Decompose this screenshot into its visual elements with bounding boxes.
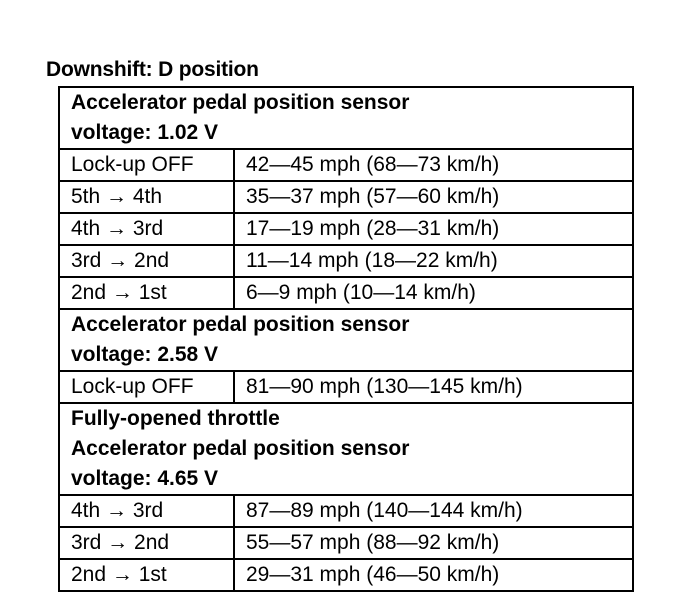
table-row: [59, 495, 633, 527]
section-heading-row: [59, 87, 633, 149]
section-heading-row: [59, 403, 633, 495]
speed-cell: 81—90 mph (130—145 km/h): [234, 371, 633, 403]
section-heading-row: [59, 309, 633, 371]
table-row: [59, 277, 633, 309]
page-title: Downshift: D position: [46, 58, 259, 81]
section-heading-line: voltage: 4.65 V: [71, 467, 219, 490]
table-row: [59, 371, 633, 403]
section-heading-line: Accelerator pedal position sensor: [71, 91, 410, 114]
speed-cell: 87—89 mph (140—144 km/h): [234, 495, 633, 527]
table-row: [59, 559, 633, 591]
table-row: [59, 181, 633, 213]
shift-cell: Lock-up OFF: [59, 371, 234, 403]
speed-cell: 11—14 mph (18—22 km/h): [234, 245, 633, 277]
shift-cell: Lock-up OFF: [59, 149, 234, 181]
section-heading-line: voltage: 2.58 V: [71, 343, 219, 366]
table-row: [59, 213, 633, 245]
speed-cell: 35—37 mph (57—60 km/h): [234, 181, 633, 213]
shift-cell: 2nd → 1st: [59, 277, 234, 309]
section-heading: [59, 403, 633, 495]
section-heading-line: voltage: 1.02 V: [71, 121, 219, 144]
speed-cell: 17—19 mph (28—31 km/h): [234, 213, 633, 245]
section-heading-line: Accelerator pedal position sensor: [71, 313, 410, 336]
section-heading: [59, 87, 633, 149]
shift-cell: 5th → 4th: [59, 181, 234, 213]
shift-cell: 3rd → 2nd: [59, 527, 234, 559]
shift-cell: 4th → 3rd: [59, 213, 234, 245]
speed-cell: 29—31 mph (46—50 km/h): [234, 559, 633, 591]
shift-cell: 4th → 3rd: [59, 495, 234, 527]
speed-cell: 42—45 mph (68—73 km/h): [234, 149, 633, 181]
shift-cell: 2nd → 1st: [59, 559, 234, 591]
section-heading: [59, 309, 633, 371]
table-row: [59, 527, 633, 559]
speed-cell: 55—57 mph (88—92 km/h): [234, 527, 633, 559]
table-row: [59, 245, 633, 277]
shift-cell: 3rd → 2nd: [59, 245, 234, 277]
table-row: [59, 149, 633, 181]
downshift-table: [58, 86, 634, 592]
speed-cell: 6—9 mph (10—14 km/h): [234, 277, 633, 309]
section-heading-line: Accelerator pedal position sensor: [71, 437, 410, 460]
section-heading-line: Fully-opened throttle: [71, 407, 280, 430]
